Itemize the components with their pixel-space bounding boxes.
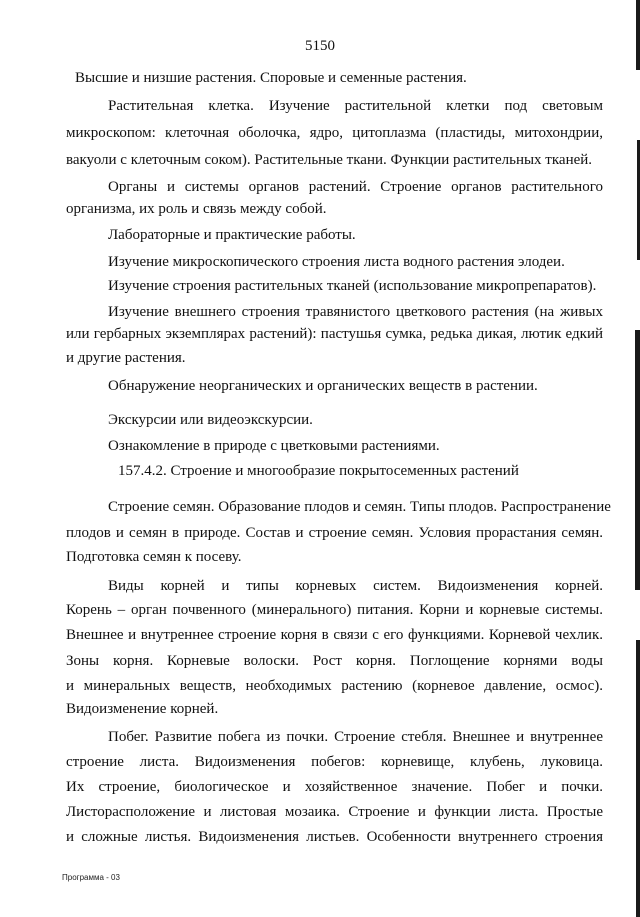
text-line: или гербарных экземплярах растений): пастушья сумка, редька дикая, лютик едкий [66,326,603,342]
text-line: Строение семян. Образование плодов и семян. Типы плодов. Распространение [108,499,611,515]
text-line: и другие растения. [66,350,186,366]
text-line: вакуоли с клеточным соком). Растительные ткани. Функции растительных тканей. [66,152,593,168]
text-line: Видоизменение корней. [66,701,219,717]
text-line: и сложные листья. Видоизменения листьев. Особенности внутреннего строения [66,829,603,845]
scan-edge-mark [636,640,640,917]
text-line: Экскурсии или видеоэкскурсии. [108,412,313,428]
text-line: Листорасположение и листовая мозаика. Строение и функции листа. Простые [66,804,603,820]
text-line: строение листа. Видоизменения побегов: корневище, клубень, луковица. [66,754,603,770]
text-line: Ознакомление в природе с цветковыми растениями. [108,438,440,454]
scan-edge-mark [635,330,640,590]
text-line: Побег. Развитие побега из почки. Строение стебля. Внешнее и внутреннее [108,729,603,745]
text-line: Виды корней и типы корневых систем. Видоизменения корней. [108,578,603,594]
text-line: Их строение, биологическое и хозяйственное значение. Побег и почки. [66,779,603,795]
text-line: Подготовка семян к посеву. [66,549,242,565]
text-line: Внешнее и внутреннее строение корня в связи с его функциями. Корневой чехлик. [66,627,603,643]
text-line: организма, их роль и связь между собой. [66,201,327,217]
text-line: Растительная клетка. Изучение растительной клетки под световым [108,98,603,114]
section-heading: 157.4.2. Строение и многообразие покрытосеменных растений [118,463,519,479]
text-line: Корень – орган почвенного (минерального) питания. Корни и корневые системы. [66,602,603,618]
text-line: Органы и системы органов растений. Строение органов растительного [108,179,603,195]
text-line: и минеральных веществ, необходимых растению (корневое давление, осмос). [66,678,603,694]
scan-edge-mark [636,0,640,70]
text-line: Изучение микроскопического строения листа водного растения элодеи. [108,254,565,270]
text-line: Зоны корня. Корневые волоски. Рост корня. Поглощение корнями воды [66,653,603,669]
page-number: 5150 [305,38,335,54]
text-line: Высшие и низшие растения. Споровые и семенные растения. [75,70,467,86]
footer-label: Программа - 03 [62,873,120,882]
text-line: Изучение внешнего строения травянистого цветкового растения (на живых [108,304,603,320]
text-line: микроскопом: клеточная оболочка, ядро, цитоплазма (пластиды, митохондрии, [66,125,603,141]
text-line: Лабораторные и практические работы. [108,227,356,243]
text-line: Обнаружение неорганических и органических веществ в растении. [108,378,538,394]
text-line: плодов и семян в природе. Состав и строение семян. Условия прорастания семян. [66,525,603,541]
text-line: Изучение строения растительных тканей (использование микропрепаратов). [108,278,597,294]
